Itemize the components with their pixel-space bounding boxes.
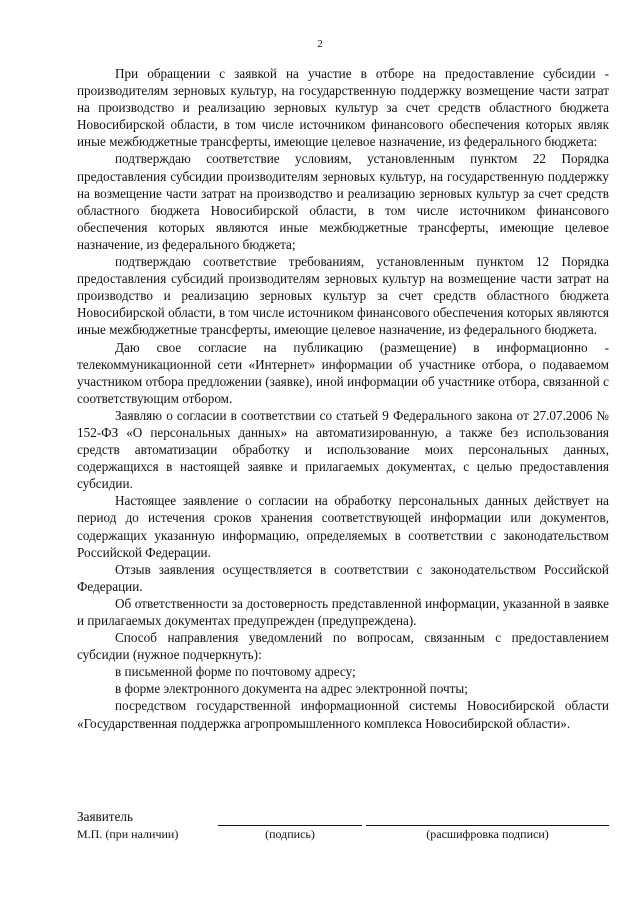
- option-postal: в письменной форме по почтовому адресу;: [115, 664, 356, 680]
- paragraph-conditions: подтверждаю соответствие условиям, установленным пунктом 22 Порядка предоставления субсидии производителям зерновых культур, на государственную поддержку на возмещение части затрат на производство и реализацию зерновых культур за счет средств областного бюджета Новосибирской области, в том числе источником финансового обеспечения которых являются иные межбюджетные трансферты, имеющие целевое назначение, из федерального бюджета;: [77, 151, 609, 252]
- paragraph-withdrawal: Отзыв заявления осуществляется в соответствии с законодательством Российской Федерации.: [77, 561, 609, 594]
- signature-row: [77, 825, 609, 845]
- seal-label: М.П. (при наличии): [77, 827, 179, 841]
- signature-block: [77, 808, 609, 845]
- signature-line: [218, 825, 362, 826]
- paragraph-intro: При обращении с заявкой на участие в отборе на предоставление субсидии - производителям зерновых культур, на государственную поддержку возмещение части затрат на производство и реализацию зерновых культур за счет средств областного бюджета Новосибирской области, в том числе источником финансового обеспечения которых являк иные межбюджетные трансферты, имеющие целевое назначение, из федерального бюджета:: [77, 66, 609, 150]
- option-gis: посредством государственной информационной системы Новосибирской области «Государственная поддержка агропромышленного комплекса Новосибирской области».: [77, 698, 609, 731]
- paragraph-publication-consent: Даю свое согласие на публикацию (размещение) в информационно - телекоммуникационной сети «Интернет» информации об участнике отбора, о подаваемом участником отбора предложении (заявке), иной информации об участнике отбора, связанной с соответствующим отбором.: [77, 339, 609, 406]
- paragraph-requirements: подтверждаю соответствие требованиям, установленным пунктом 12 Порядка предоставления субсидий производителям зерновых культур на возмещение части затрат на производство и реализацию зерновых культур за счет средств областного бюджета Новосибирской области, в том числе источником финансового обеспечения которых являются иные межбюджетные трансферты, имеющие целевое назначение, из федерального бюджета.: [77, 254, 609, 338]
- signature-caption: (подпись): [265, 827, 315, 841]
- decoding-line: [366, 825, 609, 826]
- paragraph-personal-data-consent: Заявляю о согласии в соответствии со статьей 9 Федерального закона от 27.07.2006 № 152-ФЗ «О персональных данных» на автоматизированную, а также без использования средств автоматизации обработку и использование моих персональных данных, содержащихся в настоящей заявке и прилагаемых документах, с целью предоставления субсидии.: [77, 407, 609, 492]
- page-number: 2: [317, 38, 323, 50]
- option-email: в форме электронного документа на адрес электронной почты;: [115, 681, 468, 697]
- paragraph-responsibility: Об ответственности за достоверность представленной информации, указанной в заявке и прилагаемых документах предупрежден (предупреждена).: [77, 595, 609, 628]
- decoding-caption: (расшифровка подписи): [426, 827, 549, 841]
- document-body: [77, 65, 609, 732]
- paragraph-notification-method: Способ направления уведомлений по вопросам, связанным с предоставлением субсидии (нужное подчеркнуть):: [77, 630, 609, 663]
- paragraph-consent-period: Настоящее заявление о согласии на обработку персональных данных действует на период до истечения сроков хранения соответствующей информации или документов, содержащих указанную информацию, определяемых в соответствии с законодательством Российской Федерации.: [77, 493, 609, 560]
- applicant-label: Заявитель: [77, 809, 134, 824]
